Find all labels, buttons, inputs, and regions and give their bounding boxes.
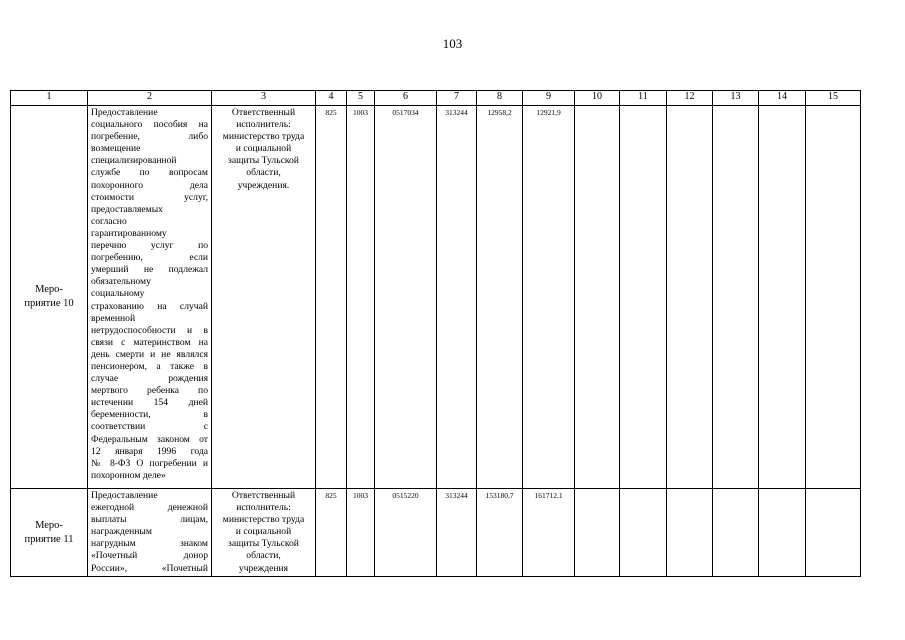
description-line: страхованию на случай: [91, 300, 208, 312]
description-line: связи с материнством на: [91, 336, 208, 348]
page-number: 103: [442, 36, 463, 51]
activity-label-line: Меро-: [35, 284, 63, 295]
column-header-7: 7: [437, 91, 477, 106]
value-cell-col-11: [620, 489, 667, 577]
column-header-4: 4: [316, 91, 347, 106]
column-header-6: 6: [375, 91, 437, 106]
table-row: [11, 106, 861, 489]
description-line: ежегодной денежной: [91, 502, 208, 514]
value-cell-col-9: 161712,1: [523, 489, 575, 577]
value-cell-col-6: 0515220: [375, 489, 437, 577]
table-row: [11, 489, 861, 577]
value-cell-col-5: 1003: [347, 106, 375, 489]
description-line: случае рождения: [91, 373, 208, 385]
description-line: похоронном деле»: [91, 469, 166, 481]
value-cell-col-12: [667, 489, 713, 577]
description-line: стоимости услуг,: [91, 191, 208, 203]
executor-line: исполнитель:: [236, 502, 291, 514]
executor-line: области,: [246, 550, 281, 562]
column-header-5: 5: [347, 91, 375, 106]
value-cell-col-15: [806, 106, 861, 489]
description-line: погребению, если: [91, 252, 208, 264]
description-line: возмещение: [91, 143, 141, 155]
value-cell-col-10: [575, 489, 620, 577]
value-cell-col-14: [759, 106, 806, 489]
executor-line: министерство труда: [222, 131, 305, 143]
value-cell-col-12: [667, 106, 713, 489]
description-line: Предоставление: [91, 107, 158, 118]
description-line: Федеральным законом от: [91, 433, 208, 445]
description-line: соответствии с: [91, 421, 208, 433]
value-cell-col-7: 313244: [437, 489, 477, 577]
activity-label: [11, 489, 88, 577]
description-line: 12 января 1996 года: [91, 445, 208, 457]
executor-line: защиты Тульской: [228, 538, 299, 550]
activity-label-line: приятие 11: [24, 533, 74, 545]
description-line: пенсионером, а также в: [91, 360, 208, 372]
description-line: гарантированному: [91, 227, 167, 239]
description-line: истечении 154 дней: [91, 397, 208, 409]
value-cell-col-8: 12958,2: [477, 106, 523, 489]
executor-line: и социальной: [235, 526, 292, 538]
column-header-11: 11: [620, 91, 667, 106]
activity-label: [11, 106, 88, 489]
value-cell-col-7: 313244: [437, 106, 477, 489]
description-line: № 8-ФЗ О погребении и: [91, 457, 208, 469]
description-line: погребение, либо: [91, 131, 208, 143]
executor-line: министерство труда: [222, 514, 305, 526]
description-line: временной: [91, 312, 136, 324]
value-cell-col-5: 1003: [347, 489, 375, 577]
column-header-13: 13: [713, 91, 759, 106]
description-line: день смерти и не являлся: [91, 348, 208, 360]
description-line: умерший не подлежал: [91, 264, 208, 276]
executor-line: учреждения: [238, 562, 289, 574]
description-line: нагрудным знаком: [91, 538, 208, 550]
column-header-1: 1: [11, 91, 88, 106]
activity-description: [88, 489, 212, 577]
description-line: обязательному: [91, 276, 151, 288]
value-cell-col-15: [806, 489, 861, 577]
activity-label-line: приятие 10: [24, 298, 74, 309]
description-line: согласно: [91, 215, 127, 227]
description-line: службе по вопросам: [91, 167, 208, 179]
column-header-3: 3: [212, 91, 316, 106]
column-header-8: 8: [477, 91, 523, 106]
description-line: награжденным: [91, 526, 152, 538]
description-line: Предоставление: [91, 490, 158, 501]
executor-line: и социальной: [235, 143, 292, 155]
value-cell-col-4: 825: [316, 489, 347, 577]
responsible-executor: [212, 106, 316, 489]
executor-line: защиты Тульской: [228, 155, 299, 167]
description-line: России», «Почетный: [91, 562, 208, 574]
header-row: [11, 91, 861, 106]
column-header-2: 2: [88, 91, 212, 106]
executor-line: учреждения.: [237, 179, 290, 191]
description-line: похоронного дела: [91, 179, 208, 191]
description-line: специализированной: [91, 155, 177, 167]
value-cell-col-13: [713, 489, 759, 577]
value-cell-col-13: [713, 106, 759, 489]
description-line: мертвого ребенка по: [91, 385, 208, 397]
column-header-14: 14: [759, 91, 806, 106]
description-line: социальному: [91, 288, 145, 300]
description-line: перечню услуг по: [91, 240, 208, 252]
value-cell-col-10: [575, 106, 620, 489]
description-line: выплаты лицам,: [91, 514, 208, 526]
value-cell-col-8: 153180,7: [477, 489, 523, 577]
column-header-15: 15: [806, 91, 861, 106]
value-cell-col-6: 0517034: [375, 106, 437, 489]
activity-label-line: Меро-: [35, 519, 63, 531]
column-header-9: 9: [523, 91, 575, 106]
description-line: нетрудоспособности и в: [91, 324, 208, 336]
program-table: [10, 90, 861, 577]
description-line: предоставляемых: [91, 203, 163, 215]
value-cell-col-14: [759, 489, 806, 577]
responsible-executor: [212, 489, 316, 577]
activity-description: [88, 106, 212, 489]
description-line: социального пособия на: [91, 119, 208, 131]
executor-line: области,: [246, 167, 281, 179]
value-cell-col-9: 12921,9: [523, 106, 575, 489]
column-header-12: 12: [667, 91, 713, 106]
column-header-10: 10: [575, 91, 620, 106]
executor-line: Ответственный: [231, 490, 296, 501]
description-line: «Почетный донор: [91, 550, 208, 562]
value-cell-col-4: 825: [316, 106, 347, 489]
description-line: беременности, в: [91, 409, 208, 421]
executor-line: Ответственный: [231, 107, 296, 118]
executor-line: исполнитель:: [236, 119, 291, 131]
value-cell-col-11: [620, 106, 667, 489]
